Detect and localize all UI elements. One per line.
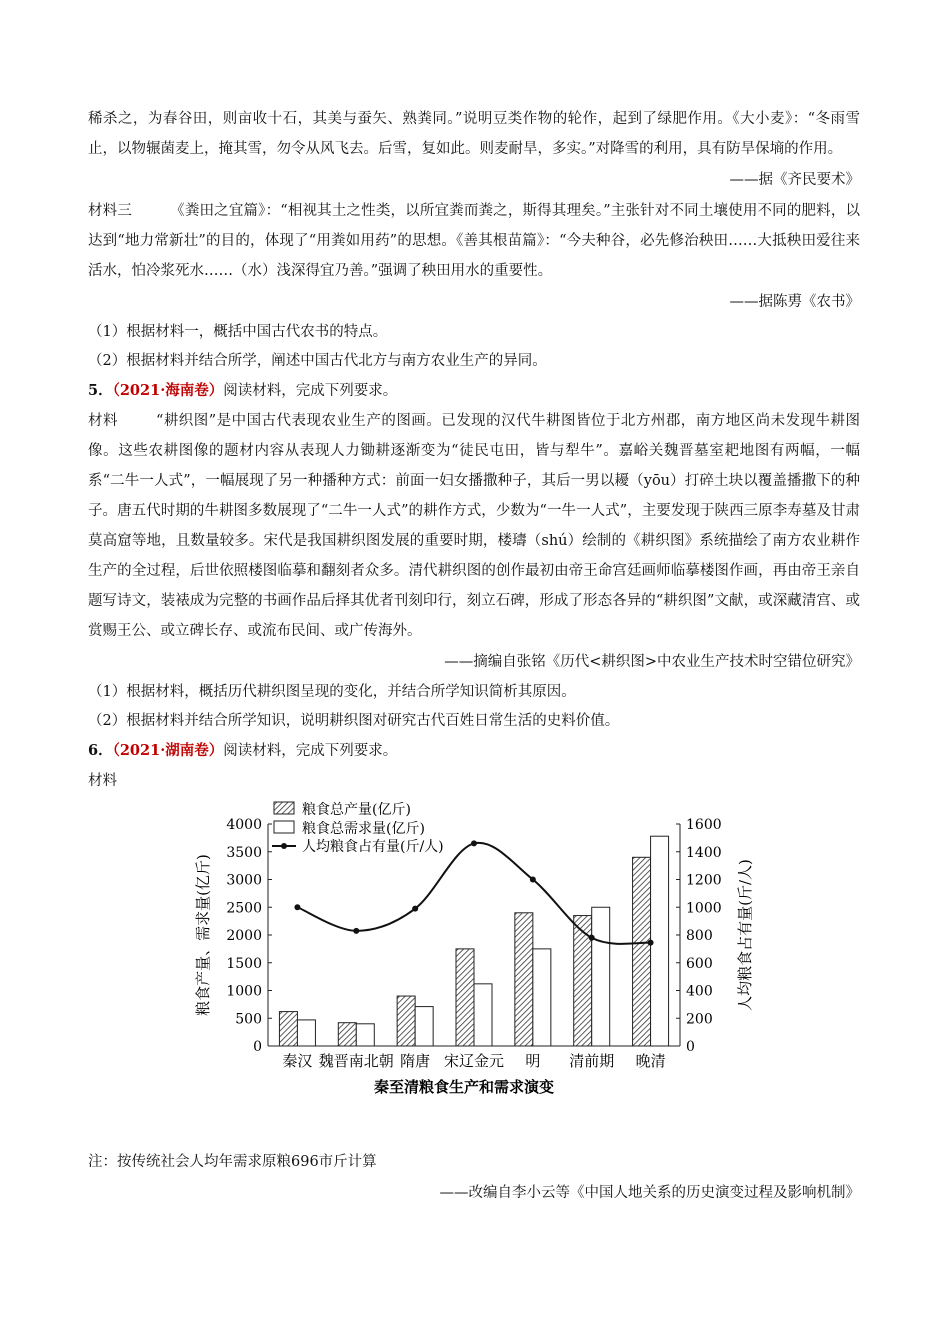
point-per-capita <box>412 906 418 912</box>
q5-material-label: 材料 <box>88 413 118 429</box>
legend-marker-per-capita <box>281 843 287 849</box>
point-per-capita <box>294 904 300 910</box>
q4-sub1: （1）根据材料一，概括中国古代农书的特点。 <box>88 324 388 340</box>
legend-swatch-production <box>274 802 294 814</box>
y-axis-title-right: 人均粮食占有量(斤/人) <box>736 859 754 1011</box>
q5-instruction: 阅读材料，完成下列要求。 <box>223 383 398 399</box>
point-per-capita <box>648 940 654 946</box>
q4-sub2: （2）根据材料并结合所学，阐述中国古代北方与南方农业生产的异同。 <box>88 353 547 369</box>
y-tick-label-right: 800 <box>686 928 713 944</box>
y-tick-label-right: 1400 <box>686 844 722 861</box>
y-tick-label-right: 1200 <box>686 872 722 889</box>
q6-source: ——改编自李小云等《中国人地关系的历史演变过程及影响机制》 <box>439 1185 860 1201</box>
bar-demand <box>474 984 492 1046</box>
material3-paragraph <box>88 196 860 286</box>
q5-number: 5． <box>88 382 113 399</box>
y-tick-label-right: 200 <box>686 1011 713 1028</box>
bar-production <box>397 996 415 1046</box>
document-page <box>88 104 860 1209</box>
x-tick-label: 魏晋南北朝 <box>318 1052 394 1070</box>
y-tick-label-right: 0 <box>686 1039 695 1055</box>
bar-demand <box>356 1024 374 1046</box>
point-per-capita <box>353 928 359 934</box>
bar-production <box>338 1023 356 1046</box>
q6-material-label: 材料 <box>88 773 117 789</box>
y-axis-title-left: 粮食产量、需求量(亿斤) <box>194 854 212 1016</box>
bar-demand <box>651 836 669 1046</box>
y-tick-label-right: 400 <box>686 983 713 1000</box>
q5-heading <box>88 376 860 406</box>
x-tick-label: 秦汉 <box>282 1052 313 1070</box>
x-tick-label: 晚清 <box>635 1052 666 1070</box>
q5-source: ——摘编自张铭《历代<耕织图>中农业生产技术时空错位研究》 <box>444 654 860 670</box>
q5-exam-tag: （2021·海南卷） <box>112 382 224 399</box>
y-tick-label-right: 1000 <box>686 900 722 917</box>
material2-continuation: 稀杀之，为春谷田，则亩收十石，其美与蚕矢、熟粪同。”说明豆类作物的轮作，起到了绿肥作用。《大小麦》：“冬雨雪止，以物辗菌麦上，掩其雪，勿令从风飞去。后雪，复如此。则麦耐旱，多实。”对降雪的利用，具有防旱保墒的作用。 <box>88 111 860 157</box>
point-per-capita <box>471 840 477 846</box>
q5-material <box>88 406 860 646</box>
q6-number: 6． <box>88 742 113 759</box>
y-tick-label-left: 3500 <box>226 844 262 861</box>
material3-label: 材料三 <box>88 203 133 219</box>
q6-heading <box>88 736 860 766</box>
y-tick-label-left: 1500 <box>226 955 262 972</box>
chart-container <box>88 798 860 1148</box>
bar-production <box>633 857 651 1046</box>
source-qimin-yaoshu: ——据《齐民要术》 <box>729 172 860 188</box>
y-tick-label-left: 2000 <box>226 928 262 944</box>
x-tick-label: 清前期 <box>569 1052 615 1070</box>
q5-sub2: （2）根据材料并结合所学知识，说明耕织图对研究古代百姓日常生活的史料价值。 <box>88 713 620 729</box>
q6-exam-tag: （2021·湖南卷） <box>112 742 224 759</box>
x-tick-label: 隋唐 <box>400 1052 431 1070</box>
bar-demand <box>533 949 551 1046</box>
bar-demand <box>415 1007 433 1046</box>
legend-swatch-demand <box>274 821 294 833</box>
bar-production <box>279 1012 297 1046</box>
y-tick-label-right: 1600 <box>686 817 722 833</box>
y-tick-label-left: 1000 <box>226 983 262 1000</box>
legend-label-demand: 粮食总需求量(亿斤) <box>302 821 425 837</box>
grain-chart <box>88 798 860 1148</box>
q6-note: 注：按传统社会人均年需求原粮696市斤计算 <box>88 1154 377 1170</box>
bar-production <box>515 913 533 1046</box>
bar-demand <box>297 1020 315 1046</box>
x-tick-label: 明 <box>525 1052 541 1070</box>
material3-text: 《粪田之宜篇》：“相视其土之性类，以所宜粪而粪之，斯得其理矣。”主张针对不同土壤使用不同的肥料，以达到“地力常新壮”的目的，体现了“用粪如用药”的思想。《善其根苗篇》：“今夫种谷，必先修治秧田……大抵秧田爱往来活水，怕冷浆死水……（水）浅深得宜乃善。”强调了秧田用水的重要性。 <box>88 203 861 279</box>
y-tick-label-right: 600 <box>686 955 713 972</box>
point-per-capita <box>530 877 536 883</box>
point-per-capita <box>589 935 595 941</box>
q6-instruction: 阅读材料，完成下列要求。 <box>223 743 398 759</box>
q5-sub1: （1）根据材料，概括历代耕织图呈现的变化，并结合所学知识简析其原因。 <box>88 684 576 700</box>
chart-title: 秦至清粮食生产和需求演变 <box>373 1078 555 1096</box>
y-tick-label-left: 500 <box>235 1011 262 1028</box>
bar-production <box>456 949 474 1046</box>
bar-demand <box>592 907 610 1046</box>
y-tick-label-left: 3000 <box>226 872 262 889</box>
legend-label-per-capita: 人均粮食占有量(斤/人) <box>302 839 444 855</box>
y-tick-label-left: 4000 <box>226 817 262 833</box>
y-tick-label-left: 0 <box>253 1039 262 1055</box>
x-tick-label: 宋辽金元 <box>443 1052 505 1070</box>
legend-label-production: 粮食总产量(亿斤) <box>302 802 411 818</box>
source-nongshu: ——据陈旉《农书》 <box>729 294 860 310</box>
q5-material-text: “耕织图”是中国古代表现农业生产的图画。已发现的汉代牛耕图皆位于北方州郡，南方地区尚未发现牛耕图像。这些农耕图像的题材内容从表现人力锄耕逐渐变为“徒民屯田，皆与犁牛”。嘉峪关魏晋墓室耙地图有两幅，一幅系“二牛一人式”，一幅展现了另一种播种方式：前面一妇女播撒种子，其后一男以耰（yōu）打碎土块以覆盖播撒下的种子。唐五代时期的牛耕图多数展现了“二牛一人式”的耕作方式，少数为“一牛一人式”，主要发现于陕西三原李寿墓及甘肃莫高窟等地，且数量较多。宋代是我国耕织图发展的重要时期，楼璹（shú）绘制的《耕织图》系统描绘了南方农业耕作生产的全过程，后世依照楼图临摹和翻刻者众多。清代耕织图的创作最初由帝王命宫廷画师临摹楼图作画，再由帝王亲自题写诗文，装裱成为完整的书画作品后择其优者刊刻印行，刻立石碑，形成了形态各异的“耕织图”文献，或深藏清宫、或赏赐王公、或立碑长存、或流布民间、或广传海外。 <box>88 413 861 639</box>
y-tick-label-left: 2500 <box>226 900 262 917</box>
